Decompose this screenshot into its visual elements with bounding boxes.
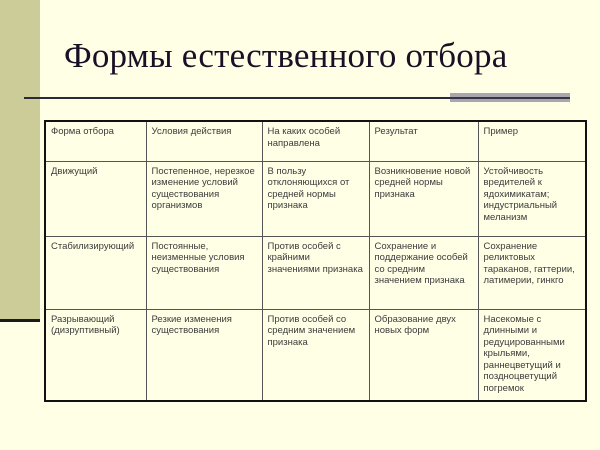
table-header-row [45, 121, 586, 161]
column-header-target: На каких особей направлена [262, 121, 369, 161]
cell-example: Сохранение реликтовых тараканов, гаттерии, латимерии, гинкго [478, 236, 586, 309]
cell-conditions: Постепенное, нерезкое изменение условий существования организмов [146, 161, 262, 236]
column-header-form: Форма отбора [45, 121, 146, 161]
cell-result: Сохранение и поддержание особей со средним значением признака [369, 236, 478, 309]
column-header-result: Результат [369, 121, 478, 161]
cell-example: Устойчивость вредителей к ядохимикатам; индустриальный меланизм [478, 161, 586, 236]
cell-form: Стабилизирующий [45, 236, 146, 309]
cell-form: Разрывающий (дизруптивный) [45, 309, 146, 401]
side-decoration-line [0, 319, 40, 322]
cell-form: Движущий [45, 161, 146, 236]
cell-target: Против особей со средним значением признака [262, 309, 369, 401]
column-header-conditions: Условия действия [146, 121, 262, 161]
cell-target: Против особей с крайними значениями признака [262, 236, 369, 309]
column-header-example: Пример [478, 121, 586, 161]
cell-conditions: Резкие изменения существования [146, 309, 262, 401]
cell-example: Насекомые с длинными и редуцированными крыльями, раннецветущий и поздноцветущий погремок [478, 309, 586, 401]
cell-conditions: Постоянные, неизменные условия существования [146, 236, 262, 309]
cell-result: Образование двух новых форм [369, 309, 478, 401]
cell-result: Возникновение новой средней нормы признака [369, 161, 478, 236]
cell-target: В пользу отклоняющихся от средней нормы признака [262, 161, 369, 236]
selection-forms-table [44, 120, 587, 402]
table-row [45, 236, 586, 309]
slide-title: Формы естественного отбора [64, 36, 508, 75]
table-row [45, 309, 586, 401]
title-underline [24, 97, 496, 99]
table-row [45, 161, 586, 236]
side-decoration-strip [0, 0, 40, 320]
title-accent-line [450, 97, 570, 99]
